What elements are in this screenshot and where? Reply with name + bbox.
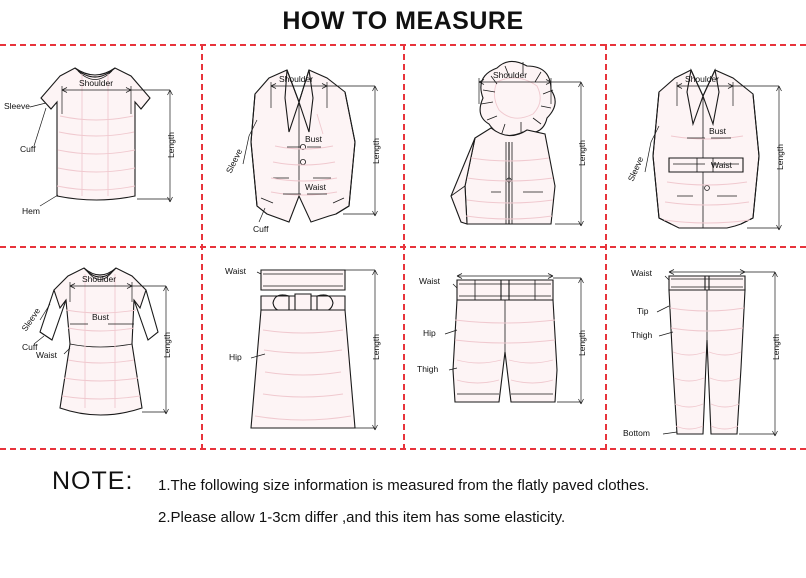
note-label: NOTE: [52, 467, 134, 495]
svg-text:Shoulder: Shoulder [279, 74, 314, 84]
svg-text:Length: Length [577, 140, 587, 166]
svg-text:Shoulder: Shoulder [685, 74, 720, 84]
svg-text:Length: Length [371, 138, 381, 164]
cell-shorts [405, 248, 605, 448]
cell-tshirt [0, 46, 201, 246]
svg-text:Waist: Waist [419, 276, 440, 286]
svg-text:Hip: Hip [229, 352, 242, 362]
svg-text:Length: Length [775, 144, 785, 170]
svg-text:Sleeve: Sleeve [4, 101, 30, 111]
svg-text:Cuff: Cuff [22, 342, 38, 352]
svg-text:Thigh: Thigh [417, 364, 439, 374]
measure-diagram-grid [0, 44, 806, 450]
svg-text:Sleeve: Sleeve [223, 147, 245, 175]
svg-text:Bust: Bust [305, 134, 323, 144]
svg-text:Waist: Waist [305, 182, 326, 192]
svg-text:Sleeve: Sleeve [19, 305, 43, 334]
separator-bottom [0, 448, 806, 450]
cell-dress [0, 248, 201, 448]
svg-text:Hem: Hem [22, 206, 40, 216]
svg-text:Length: Length [577, 330, 587, 356]
svg-text:Length: Length [771, 334, 781, 360]
svg-text:Length: Length [371, 334, 381, 360]
svg-text:Sleeve: Sleeve [625, 154, 646, 183]
svg-text:Hip: Hip [423, 328, 436, 338]
svg-text:Cuff: Cuff [20, 144, 36, 154]
svg-text:Waist: Waist [711, 160, 732, 170]
svg-text:Bust: Bust [92, 312, 110, 322]
svg-text:Shoulder: Shoulder [82, 274, 117, 284]
svg-text:Length: Length [166, 132, 176, 158]
cell-skirt [203, 248, 403, 448]
svg-text:Tip: Tip [637, 306, 649, 316]
page-title: HOW TO MEASURE [282, 7, 524, 35]
svg-text:Bottom: Bottom [623, 428, 650, 438]
svg-text:Waist: Waist [225, 266, 246, 276]
note-line-1: 1.The following size information is measured from the flatly paved clothes. [158, 477, 650, 494]
svg-text:Cuff: Cuff [253, 224, 269, 234]
svg-text:Shoulder: Shoulder [493, 70, 528, 80]
svg-text:Shoulder: Shoulder [79, 78, 114, 88]
svg-text:Thigh: Thigh [631, 330, 653, 340]
svg-text:Waist: Waist [36, 350, 57, 360]
svg-text:Waist: Waist [631, 268, 652, 278]
note-line-2: 2.Please allow 1-3cm differ ,and this item has some elasticity. [158, 509, 566, 526]
note-block [0, 455, 806, 575]
cell-blazer [203, 46, 403, 246]
svg-text:Bust: Bust [709, 126, 727, 136]
svg-text:Length: Length [162, 332, 172, 358]
cell-fur-coat [405, 46, 605, 246]
cell-long-coat [607, 46, 806, 246]
cell-trousers [607, 248, 806, 448]
